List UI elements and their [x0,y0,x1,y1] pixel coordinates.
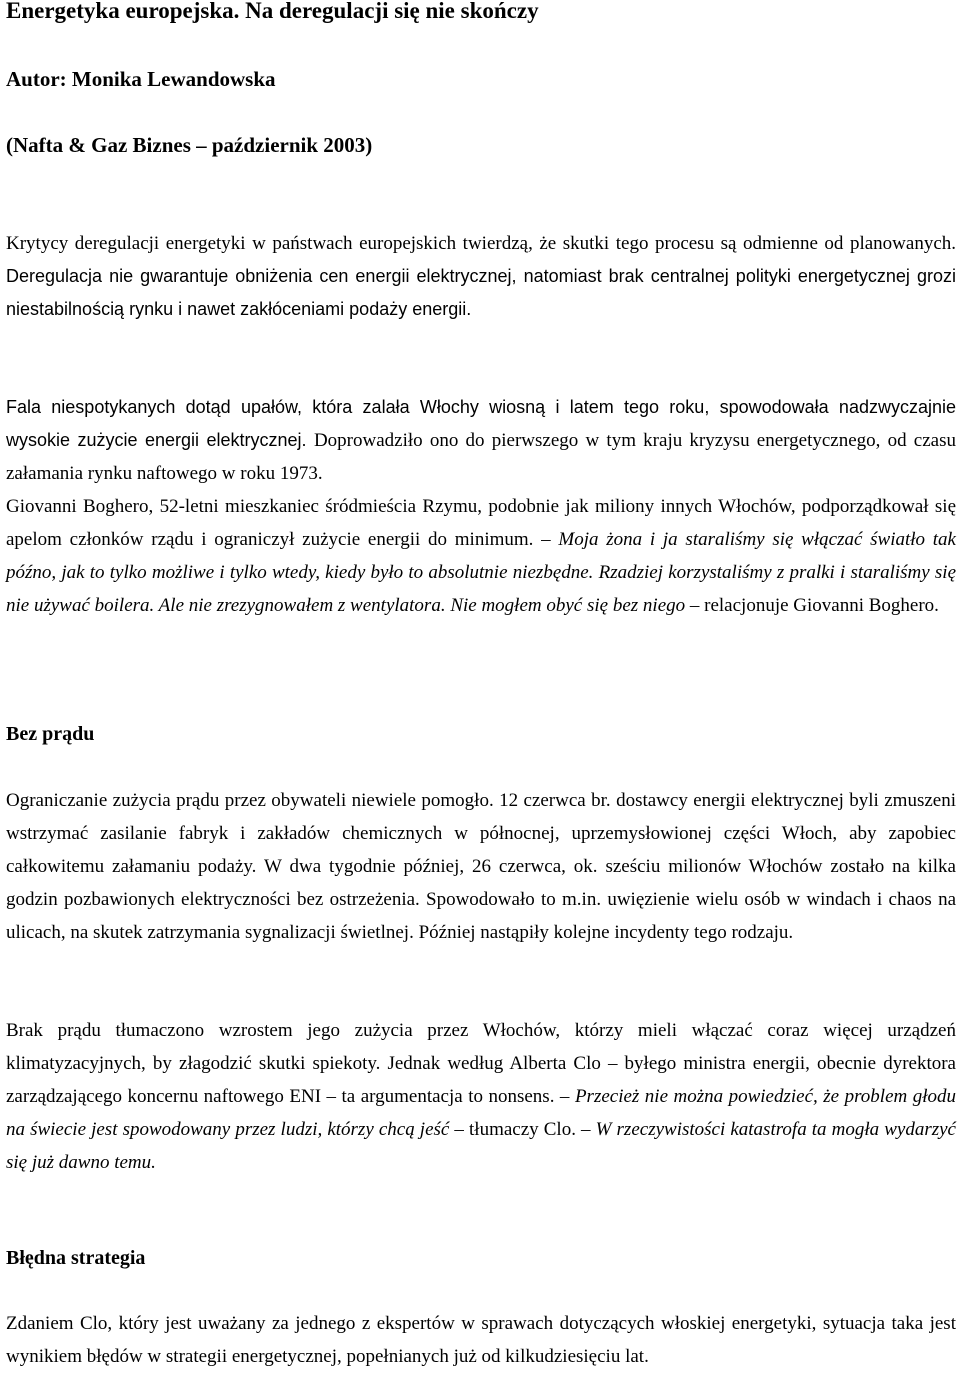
boghero-quote: Moja żona i ja staraliśmy się włączać światło tak późno, jak to tylko możliwe i tylko wtedy, kiedy było to absolutnie niezbędne. Rzadziej korzystaliśmy z pralki i staraliśmy się nie używać boilera. Ale nie zrezygnowałem z wentylatora. Nie mogłem obyć się bez niego [6,529,956,616]
clo-quote-2: W rzeczywistości katastrofa ta mogła wydarzyć się już dawno temu. [6,1119,956,1173]
article-title: Energetyka europejska. Na deregulacji się nie skończy [6,0,539,23]
paragraph-lead [6,227,956,326]
paragraph-heatwave [6,391,956,490]
clo-intro: Brak prądu tłumaczono wzrostem jego zużycia przez Włochów, którzy mieli włączać coraz więcej urządzeń klimatyzacyjnych, by złagodzić skutki spiekoty. Jednak według Alberta Clo – byłego ministra energii, obecnie dyrektora zarządzającego koncernu naftowego ENI – ta argumentacja to nonsens. – [6,1020,956,1107]
paragraph-boghero [6,490,956,622]
article-source: (Nafta & Gaz Biznes – październik 2003) [6,133,373,157]
paragraph-clo [6,1014,956,1179]
article-author: Autor: Monika Lewandowska [6,67,276,91]
lead-text-serif: Krytycy deregulacji energetyki w państwach europejskich twierdzą, że skutki tego procesu są odmienne od planowanych. [6,233,956,254]
lead-text-sans: Deregulacja nie gwarantuje obniżenia cen energii elektrycznej, natomiast brak centralnej polityki energetycznej grozi niestabilnością rynku i nawet zakłóceniami podaży energii. [6,266,956,319]
heatwave-text-sans: Fala niespotykanych dotąd upałów, która zalała Włochy wiosną i latem tego roku, spowodowała nadzwyczajnie wysokie zużycie energii elektrycznej. [6,397,956,450]
heatwave-text-serif: Doprowadziło ono do pierwszego w tym kraju kryzysu energetycznego, od czasu załamania rynku naftowego w roku 1973. [6,430,956,484]
clo-quote-1: Przecież nie można powiedzieć, że problem głodu na świecie jest spowodowany przez ludzi, którzy chcą jeść [6,1086,956,1140]
section-heading-bez-pradu: Bez prądu [6,723,95,745]
paragraph-strategy: Zdaniem Clo, który jest uważany za jednego z ekspertów w sprawach dotyczących włoskiej energetyki, sytuacja taka jest wynikiem błędów w strategii energetycznej, popełnianych już od kilkudziesięciu lat. [6,1313,956,1367]
clo-attribution: – tłumaczy Clo. – [449,1119,596,1140]
section-heading-bledna-strategia: Błędna strategia [6,1247,146,1269]
boghero-attribution: – relacjonuje Giovanni Boghero. [685,595,939,616]
boghero-intro: Giovanni Boghero, 52-letni mieszkaniec śródmieścia Rzymu, podobnie jak miliony innych Włochów, podporządkował się apelom członków rządu i ograniczył zużycie energii do minimum. – [6,496,956,550]
paragraph-blackouts: Ograniczanie zużycia prądu przez obywateli niewiele pomogło. 12 czerwca br. dostawcy energii elektrycznej byli zmuszeni wstrzymać zasilanie fabryk i zakładów chemicznych w północnej, uprzemysłowionej części Włoch, aby zapobiec całkowitemu załamaniu podaży. W dwa tygodnie później, 26 czerwca, ok. sześciu milionów Włochów zostało na kilka godzin pozbawionych elektryczności bez ostrzeżenia. Spowodowało to m.in. uwięzienie wielu osób w windach i chaos na ulicach, na skutek zatrzymania sygnalizacji świetlnej. Później nastąpiły kolejne incydenty tego rodzaju. [6,790,956,943]
